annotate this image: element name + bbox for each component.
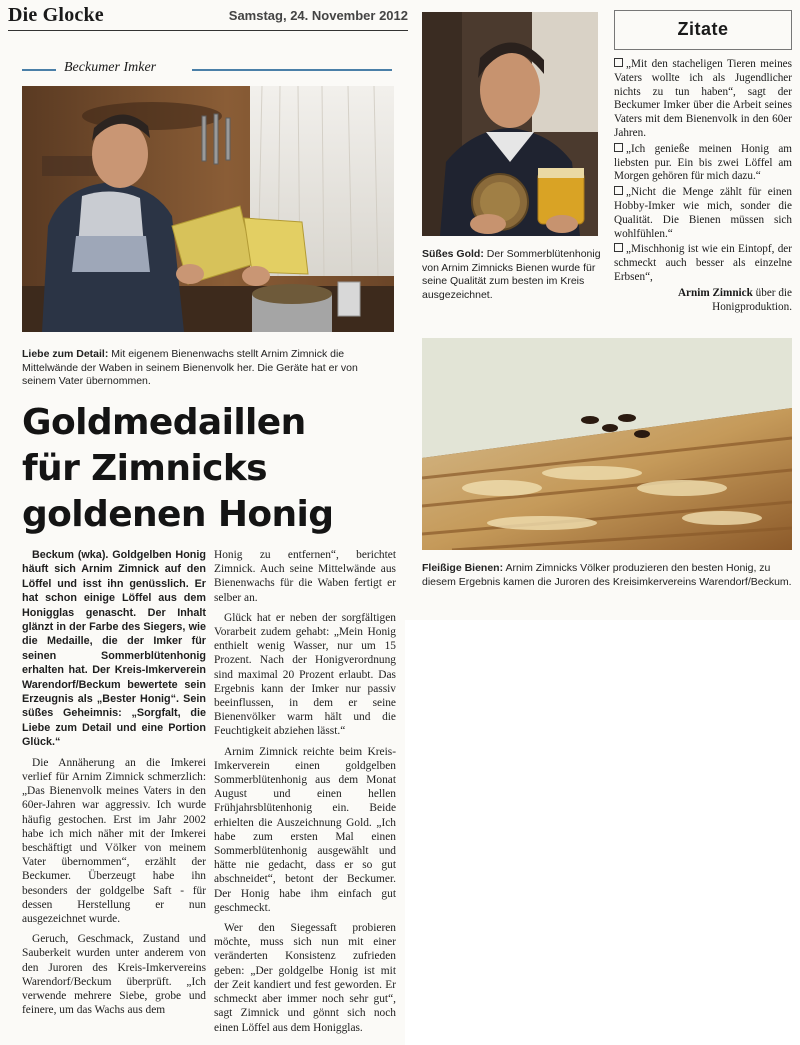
article-paragraph-3: Honig zu entfernen“, berichtet Zimnick. Auch seine Mittelwände aus Bienenwachs für die Waben fertigt er selber an.: [214, 549, 396, 604]
quote-1-text: „Mit den stacheligen Tieren meines Vaters wollte ich als Jugendlicher nichts zu tun haben“, sagt der Beckumer Imker über die Arbeit seines Vaters mit dem Bienenvolk in den 60er Jahren.: [614, 58, 792, 139]
photo-portrait-caption: [422, 248, 604, 302]
article-paragraph-5: Arnim Zimnick reichte beim Kreis-Imkerverein einen goldgelben Sommerblütenhonig aus dem Monat August und einen hellen Frühjahrsblütenhonig ein. Beide erhielten die Auszeichnung Gold. „Ich habe zum ersten Mal einen Sommerblütenhonig ausgewählt und hätte nie gedacht, dass er so gut abschneidet“, betont der Beckumer. Der Honig habe ihm einfach gut geschmeckt.: [214, 745, 396, 914]
article-paragraph-1: Die Annäherung an die Imkerei verlief für Arnim Zimnick schmerzlich: „Das Bienenvolk meines Vaters in den 60er-Jahren war aggressiv. Ich wurde häufig gestochen. Erst im Jahr 2002 habe ich mich näher mit der Imkerei beschäftigt und Völker von meinem Vater übernommen“, erzählt der Beckumer. Überzeugt habe ihn besonders der goldgelbe Saft - für dessen Herstellung er nun ausgezeichnet wurde.: [22, 756, 206, 925]
quotes-title: Zitate: [677, 19, 729, 39]
photo-beekeeper-portrait: [422, 12, 598, 236]
article-paragraph-2: Geruch, Geschmack, Zustand und Sauberkeit wurden unter anderem von den Juroren des Kreis-Imkervereins Warendorf/Beckum überprüft. „Ich verwende mehrere Siebe, grobe und feinere, um das Wachs aus dem: [22, 933, 206, 1017]
portrait-caption-text: Der Sommerblütenhonig von Arnim Zimnicks Bienen wurde für seine Qualität zum besten im Kreis ausgezeichnet.: [422, 248, 601, 301]
quote-2-text: „Ich genieße meinen Honig am liebsten pur. Ein bis zwei Löffel am Morgen gehören für mich dazu.“: [614, 142, 792, 183]
article-lead: Beckum (wka). Goldgelben Honig häuft sich Arnim Zimnick auf den Löffel und isst ihn genüsslich. Er hat schon einige Löffel aus dem Honigglas genascht. Der Inhalt glänzt in der Farbe des Siegers, wie die Medaille, die der Imker für seinen Sommerblütenhonig erhalten hat. Der Kreis-Imkerverein Warendorf/Beckum bewertete sein Erzeugnis als „Bester Honig“. Sein süßes Geheimnis: „Sorgfalt, die Liebe zum Detail und eine Portion Glück.“: [22, 549, 206, 749]
headline-line-3: goldenen Honig: [22, 494, 334, 535]
masthead: [8, 4, 408, 31]
checkbox-bullet-icon: [614, 243, 623, 252]
newspaper-logo: Die Glocke: [8, 4, 104, 26]
headline-line-2: für Zimnicks: [22, 448, 268, 489]
quote-3-text: „Nicht die Menge zählt für einen Hobby-Imker wie mich, sonder die Qualität. Die Bienen müssen sich wohlfühlen.“: [614, 186, 792, 240]
quote-4: [614, 243, 792, 284]
article-column-2: [214, 548, 396, 1041]
photo-bees-image: [422, 338, 792, 550]
quotes-header-box: [614, 10, 792, 50]
quote-4-text: „Mischhonig ist wie ein Eintopf, der schmeckt auch besser als einzelne Erbsen“,: [614, 243, 792, 283]
photo-bees-caption: [422, 562, 792, 589]
quote-signature: [614, 287, 792, 315]
article-column-1: [22, 548, 206, 1023]
bees-caption-label: Fleißige Bienen:: [422, 562, 504, 574]
article-paragraph-6: Wer den Siegessaft probieren möchte, muss sich nun mit einer veränderten Konsistenz zufrieden geben: „Der goldgelbe Honig ist mit der Zeit kandiert und fest geworden. Er schmeckt aber immer noch sehr gut“, sagt Zimnick und gönnt sich noch einen Löffel aus dem Honigglas.: [214, 922, 396, 1034]
article-paragraph-4: Glück hat er neben der sorgfältigen Vorarbeit zudem gehabt: „Mein Honig enthielt wenig Wasser, nur um 15 Prozent. Nach der Honigverordnung sind maximal 20 Prozent erlaubt. Das Ergebnis kann der Imker nur passiv beeinflussen, in dem er seine Bienenvölker warm hält und die Feuchtigkeit abziehen lässt.“: [214, 611, 396, 738]
photo-bees-honeycomb: [422, 338, 792, 550]
quote-signature-text: über die Honigproduktion.: [712, 286, 792, 313]
photo-beekeeper-workshop: [22, 86, 394, 332]
quote-signature-name: Arnim Zimnick: [677, 286, 753, 299]
section-rubric: [22, 60, 392, 78]
checkbox-bullet-icon: [614, 143, 623, 152]
quote-1: [614, 58, 792, 141]
issue-date: Samstag, 24. November 2012: [228, 8, 408, 23]
rubric-line-right: [192, 69, 392, 71]
photo-beekeeper-workshop-image: [22, 86, 394, 332]
quotes-list: [614, 58, 792, 316]
quote-2: [614, 143, 792, 184]
headline: [22, 400, 392, 538]
headline-line-1: Goldmedaillen: [22, 402, 306, 443]
photo-main-caption: [22, 348, 394, 389]
rubric-line-left: [22, 69, 56, 71]
caption-label: Liebe zum Detail:: [22, 348, 109, 360]
bees-caption-text: Arnim Zimnicks Völker produzieren den besten Honig, zu diesem Ergebnis kamen die Juroren des Kreisimkervereins Warendorf/Beckum.: [422, 562, 792, 588]
caption-text: Mit eigenem Bienenwachs stellt Arnim Zimnick die Mittelwände der Waben in seinem Bienenvolk her. Die Geräte hat er von seinem Vater übernommen.: [22, 348, 358, 387]
portrait-caption-label: Süßes Gold:: [422, 248, 484, 260]
photo-portrait-image: [422, 12, 598, 236]
rubric-label: Beckumer Imker: [60, 60, 160, 76]
checkbox-bullet-icon: [614, 186, 623, 195]
checkbox-bullet-icon: [614, 58, 623, 67]
quote-3: [614, 186, 792, 241]
